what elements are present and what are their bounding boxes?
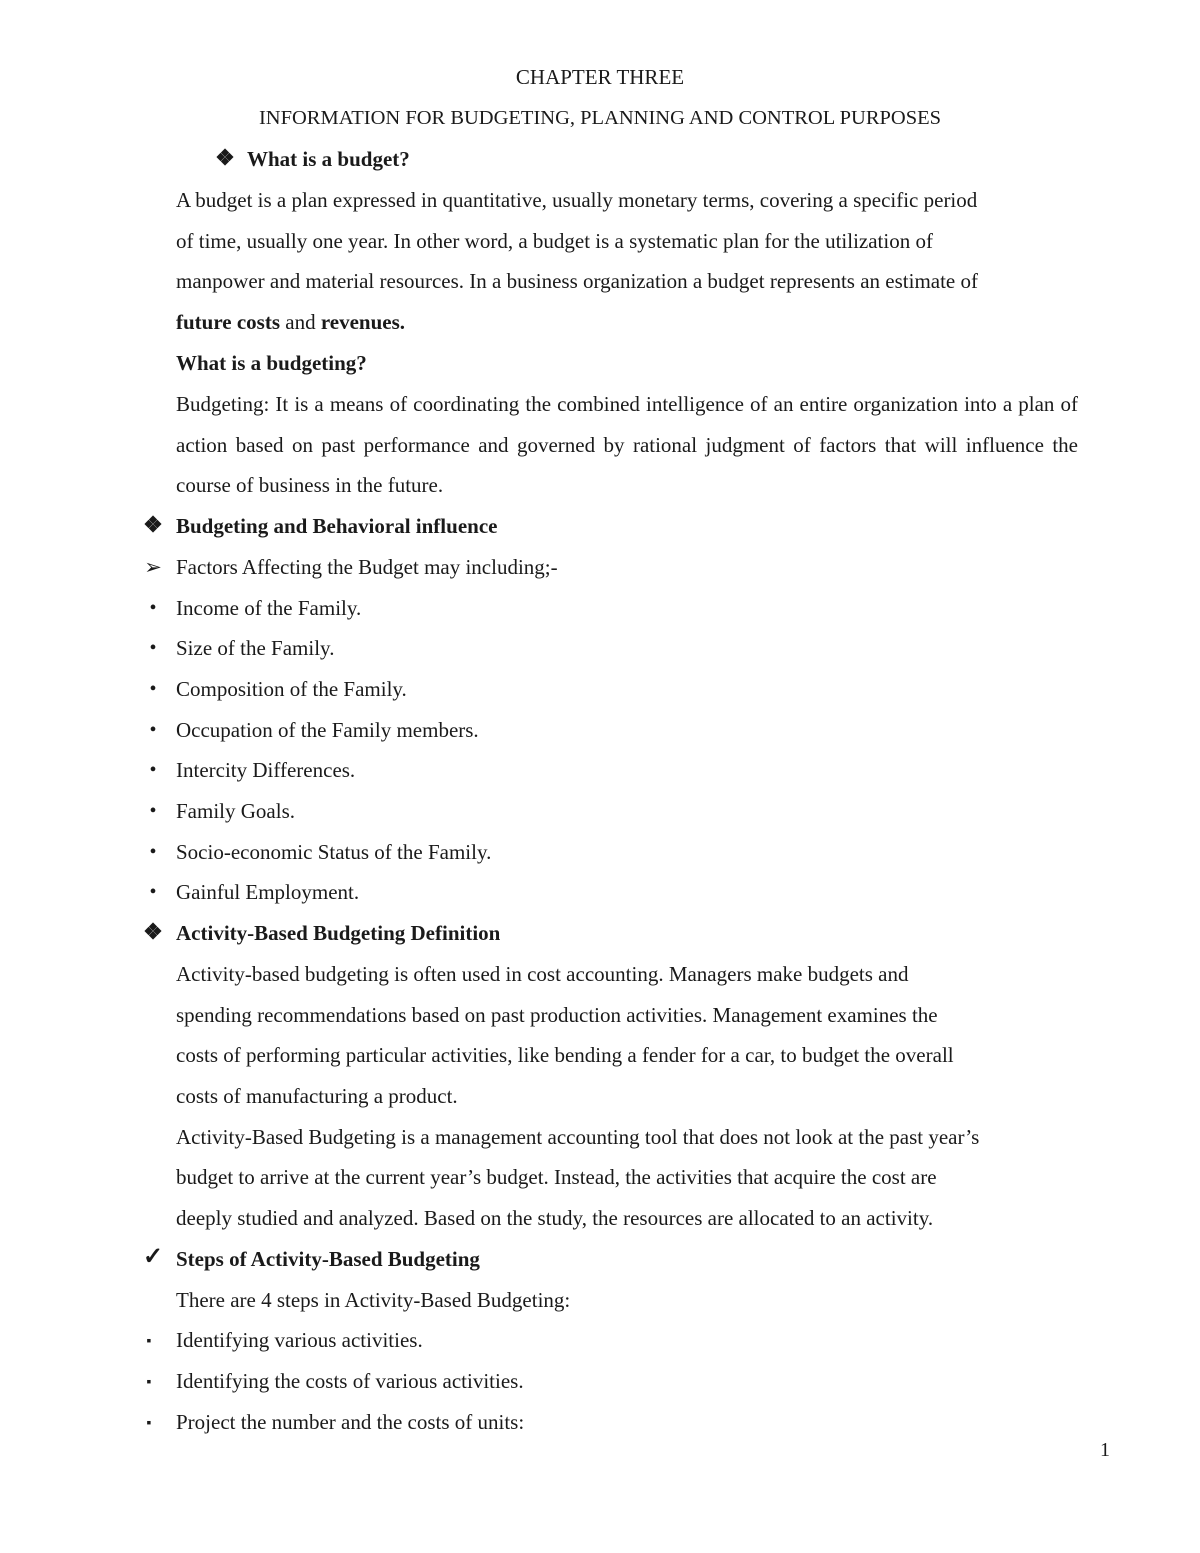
and-text: and: [280, 310, 321, 334]
diamond-bullet-icon: ❖: [143, 919, 163, 944]
list-item: Identifying the costs of various activities.: [176, 1369, 524, 1393]
square-bullet-icon: ▪: [146, 1334, 152, 1349]
abb-heading: Activity-Based Budgeting Definition: [176, 921, 501, 945]
budget-paragraph-line: of time, usually one year. In other word, a budget is a systematic plan for the utilization of: [176, 229, 933, 253]
dot-bullet-icon: •: [149, 597, 157, 619]
list-item: Income of the Family.: [176, 596, 362, 620]
square-bullet-icon: ▪: [146, 1375, 152, 1390]
abb-paragraph-line: budget to arrive at the current year’s budget. Instead, the activities that acquire the cost are: [176, 1165, 937, 1189]
steps-heading: Steps of Activity-Based Budgeting: [176, 1247, 480, 1271]
factors-intro: Factors Affecting the Budget may including;-: [176, 555, 558, 579]
future-costs-text: future costs: [176, 310, 281, 334]
diamond-bullet-icon: ❖: [215, 145, 235, 170]
abb-paragraph-line: costs of manufacturing a product.: [176, 1084, 458, 1108]
abb-paragraph-line: deeply studied and analyzed. Based on the study, the resources are allocated to an activity.: [176, 1206, 934, 1230]
list-item: Socio-economic Status of the Family.: [176, 840, 492, 864]
budget-paragraph-line: manpower and material resources. In a business organization a budget represents an estimate of: [176, 269, 978, 293]
list-item: Project the number and the costs of units:: [176, 1410, 525, 1434]
dot-bullet-icon: •: [149, 881, 157, 903]
dot-bullet-icon: •: [149, 759, 157, 781]
list-item: Composition of the Family.: [176, 677, 407, 701]
list-item: Identifying various activities.: [176, 1328, 423, 1352]
revenues-text: revenues.: [320, 310, 406, 334]
checkmark-icon: ✓: [142, 1244, 164, 1270]
dot-bullet-icon: •: [149, 637, 157, 659]
dot-bullet-icon: •: [149, 678, 157, 700]
list-item: Gainful Employment.: [176, 880, 360, 904]
abb-paragraph-line: Activity-based budgeting is often used in cost accounting. Managers make budgets and: [176, 962, 909, 986]
chapter-subtitle: INFORMATION FOR BUDGETING, PLANNING AND CONTROL PURPOSES: [258, 107, 942, 129]
abb-paragraph-line: Activity-Based Budgeting is a management accounting tool that does not look at the past year’s: [176, 1125, 980, 1149]
dot-bullet-icon: •: [149, 800, 157, 822]
page-number: 1: [1100, 1439, 1110, 1461]
chapter-title: CHAPTER THREE: [515, 65, 685, 89]
square-bullet-icon: ▪: [146, 1416, 152, 1431]
dot-bullet-icon: •: [149, 719, 157, 741]
behavioral-heading: Budgeting and Behavioral influence: [176, 514, 498, 538]
list-item: Intercity Differences.: [176, 758, 356, 782]
steps-intro: There are 4 steps in Activity-Based Budgeting:: [176, 1288, 571, 1312]
arrow-bullet-icon: ➢: [144, 555, 162, 579]
budget-heading: What is a budget?: [247, 147, 410, 171]
budgeting-heading: What is a budgeting?: [176, 351, 367, 375]
budget-paragraph-line: [176, 309, 405, 335]
abb-paragraph-line: spending recommendations based on past production activities. Management examines the: [176, 1003, 938, 1027]
budgeting-definition: Budgeting: It is a means of coordinating the combined intelligence of an entire organization into a plan of action based on past performance and governed by rational judgment of factors that will influence the course of business in the future.: [176, 392, 1078, 498]
list-item: Occupation of the Family members.: [176, 718, 479, 742]
abb-paragraph-line: costs of performing particular activities, like bending a fender for a car, to budget the overall: [176, 1043, 954, 1067]
diamond-bullet-icon: ❖: [143, 512, 163, 537]
list-item: Family Goals.: [176, 799, 295, 823]
dot-bullet-icon: •: [149, 841, 157, 863]
list-item: Size of the Family.: [176, 636, 335, 660]
budget-paragraph-line: A budget is a plan expressed in quantitative, usually monetary terms, covering a specific period: [176, 188, 978, 212]
